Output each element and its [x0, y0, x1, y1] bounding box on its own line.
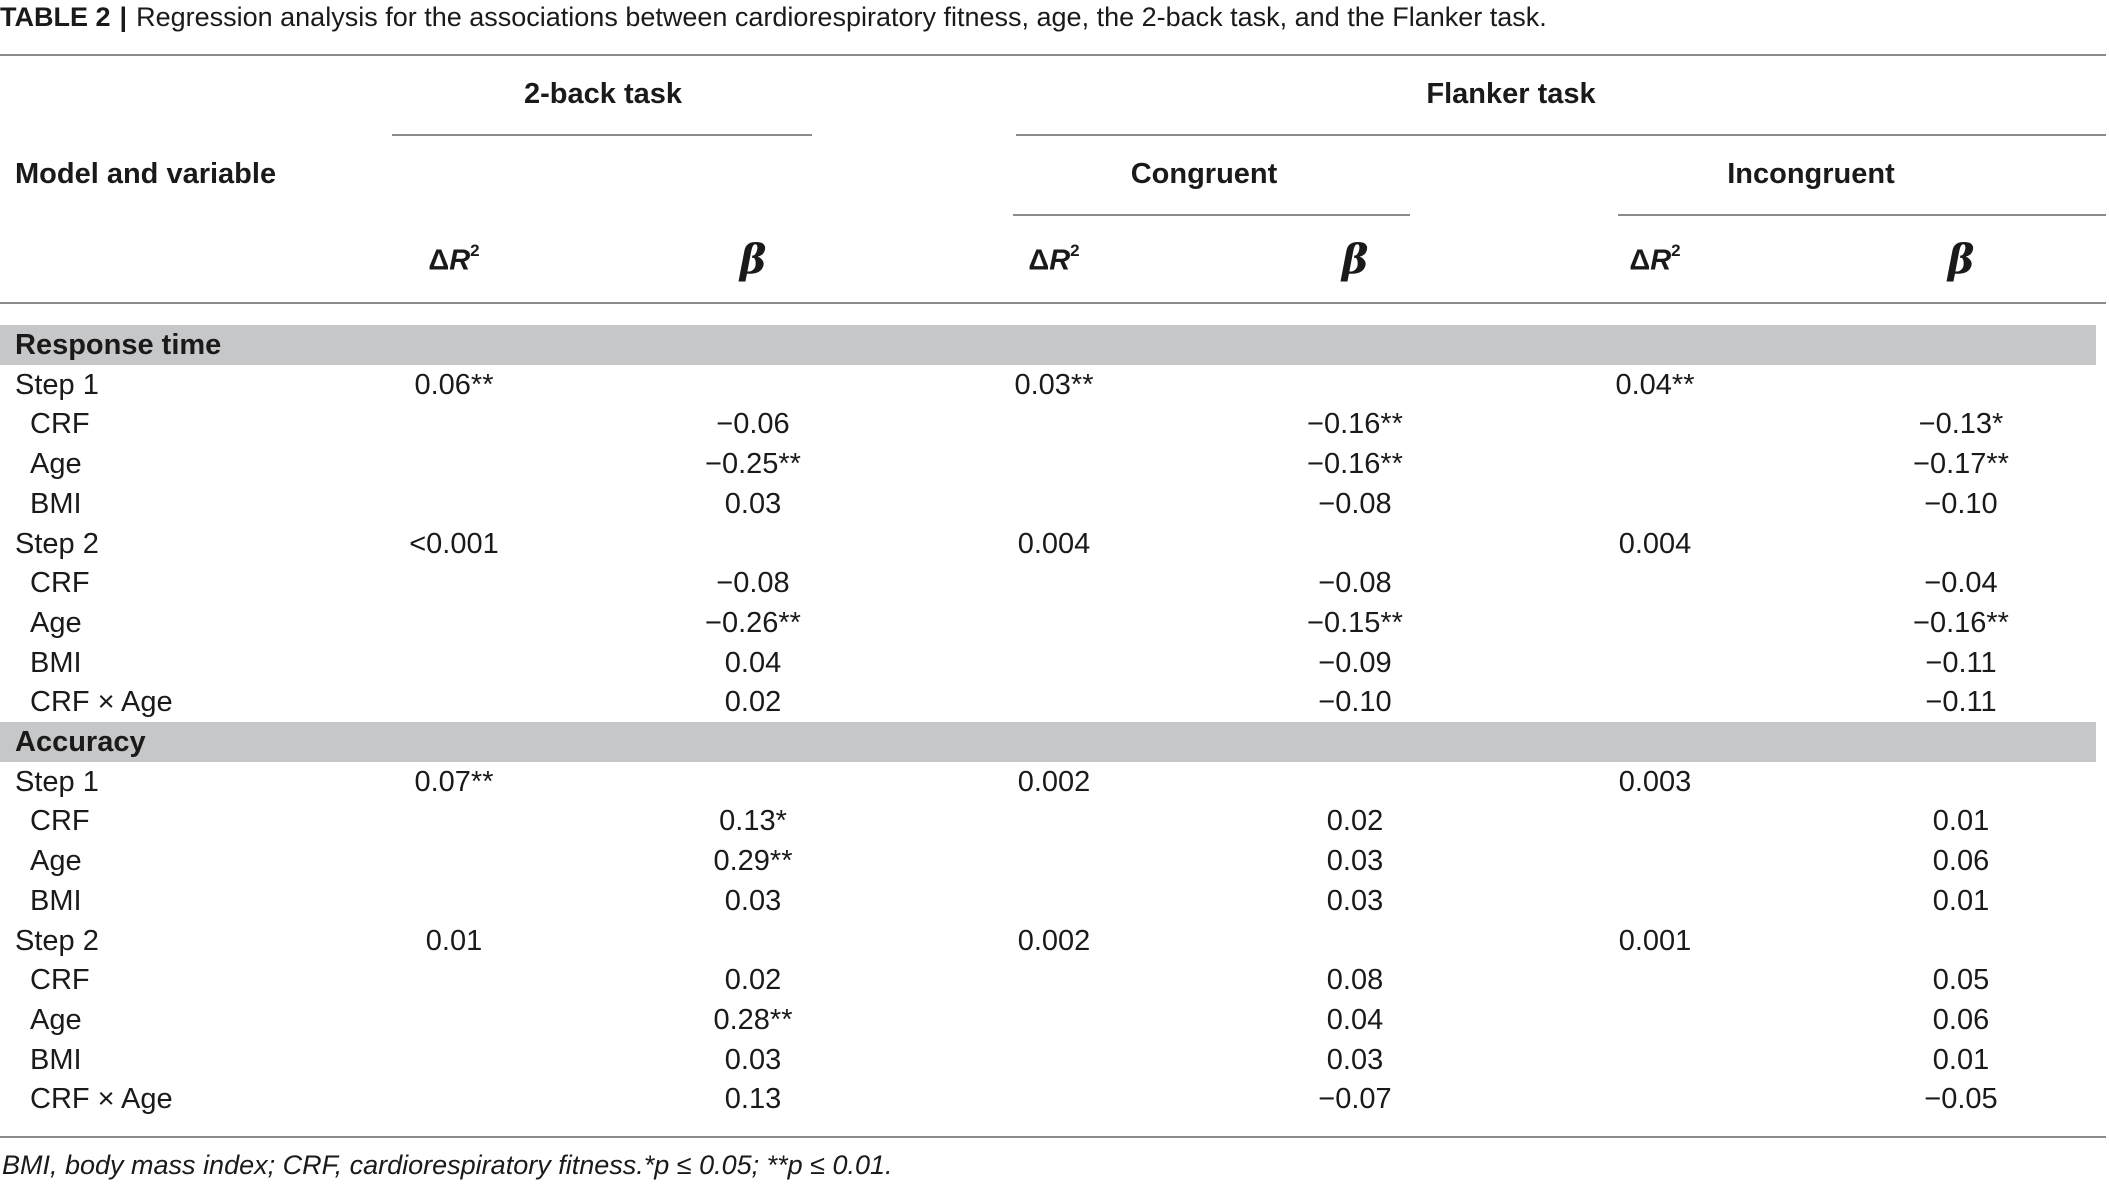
table-row	[0, 881, 2096, 921]
cell-incongruent-delta-r2: 0.001	[1618, 924, 1692, 957]
flanker-underline	[1016, 134, 2106, 136]
table-row	[0, 921, 2096, 961]
cell-twoback-beta: 0.02	[724, 964, 782, 997]
cell-twoback-beta: 0.03	[724, 884, 782, 917]
header-incongruent: Incongruent	[1727, 158, 1895, 190]
section-header	[0, 325, 2096, 365]
header-bottom-rule	[0, 302, 2106, 304]
bottom-rule	[0, 1136, 2106, 1138]
cell-twoback-beta: 0.03	[724, 1043, 782, 1076]
row-label: Step 2	[15, 527, 99, 560]
cell-congruent-beta: 0.03	[1326, 1043, 1384, 1076]
row-label: CRF	[30, 964, 90, 997]
caption-text: Regression analysis for the associations between cardiorespiratory fitness, age, the 2-back task, and the Flanker task.	[136, 2, 1547, 32]
caption-separator: |	[119, 2, 128, 32]
table-row	[0, 365, 2096, 405]
delta-r2-incongruent: $\Delta R^2$	[1629, 241, 1681, 277]
row-label: CRF	[30, 408, 90, 441]
cell-twoback-delta-r2: 0.07**	[414, 765, 494, 798]
cell-congruent-beta: 0.08	[1326, 964, 1384, 997]
table-row	[0, 484, 2096, 524]
cell-twoback-beta: 0.13*	[719, 805, 787, 838]
cell-incongruent-delta-r2: 0.04**	[1615, 368, 1695, 401]
top-rule	[0, 54, 2106, 56]
delta-r2-twoback: $\Delta R^2$	[428, 241, 480, 277]
cell-incongruent-beta: 0.05	[1932, 964, 1990, 997]
cell-congruent-delta-r2: 0.002	[1017, 924, 1091, 957]
incongruent-underline	[1618, 214, 2106, 216]
table-label: TABLE 2	[0, 2, 111, 32]
beta-congruent: β	[1341, 236, 1369, 283]
row-label: Step 1	[15, 765, 99, 798]
table-row	[0, 603, 2096, 643]
beta-incongruent: β	[1947, 236, 1975, 283]
cell-congruent-beta: −0.15**	[1307, 606, 1403, 639]
section-header	[0, 722, 2096, 762]
cell-incongruent-beta: −0.04	[1924, 567, 1998, 600]
header-twoback: 2-back task	[524, 78, 682, 110]
cell-twoback-beta: −0.25**	[705, 448, 801, 481]
twoback-underline	[392, 134, 812, 136]
cell-congruent-delta-r2: 0.03**	[1014, 368, 1094, 401]
cell-twoback-beta: 0.04	[724, 646, 782, 679]
row-label: Age	[30, 845, 82, 878]
cell-twoback-beta: 0.13	[724, 1083, 782, 1116]
cell-incongruent-beta: −0.16**	[1913, 606, 2009, 639]
header-row-label: Model and variable	[15, 158, 277, 190]
cell-incongruent-beta: 0.06	[1932, 1003, 1990, 1036]
cell-twoback-delta-r2: 0.01	[425, 924, 483, 957]
table-row	[0, 801, 2096, 841]
row-label: CRF × Age	[30, 1083, 173, 1116]
cell-incongruent-beta: −0.13*	[1918, 408, 2004, 441]
cell-congruent-beta: −0.08	[1318, 487, 1392, 520]
cell-congruent-beta: −0.10	[1318, 686, 1392, 719]
cell-twoback-delta-r2: <0.001	[409, 527, 499, 560]
table-row	[0, 762, 2096, 802]
cell-twoback-beta: −0.08	[716, 567, 790, 600]
table-row	[0, 563, 2096, 603]
cell-congruent-beta: −0.08	[1318, 567, 1392, 600]
delta-r2-congruent: $\Delta R^2$	[1028, 241, 1080, 277]
cell-incongruent-beta: −0.05	[1924, 1083, 1998, 1116]
cell-twoback-beta: 0.02	[724, 686, 782, 719]
cell-congruent-delta-r2: 0.004	[1017, 527, 1091, 560]
cell-congruent-beta: −0.09	[1318, 646, 1392, 679]
row-label: BMI	[30, 884, 82, 917]
cell-congruent-beta: 0.04	[1326, 1003, 1384, 1036]
section-title: Accuracy	[15, 726, 146, 758]
beta-twoback: β	[739, 236, 767, 283]
row-label: CRF × Age	[30, 686, 173, 719]
cell-incongruent-beta: 0.01	[1932, 1043, 1990, 1076]
table-footnote: BMI, body mass index; CRF, cardiorespiratory fitness.*p ≤ 0.05; **p ≤ 0.01.	[2, 1150, 893, 1180]
cell-congruent-beta: 0.03	[1326, 845, 1384, 878]
cell-twoback-delta-r2: 0.06**	[414, 368, 494, 401]
congruent-underline	[1013, 214, 1410, 216]
cell-congruent-beta: 0.03	[1326, 884, 1384, 917]
row-label: BMI	[30, 646, 82, 679]
table-caption	[0, 0, 1547, 36]
table-row	[0, 1040, 2096, 1080]
table-row	[0, 1079, 2096, 1119]
row-label: Age	[30, 606, 82, 639]
cell-congruent-beta: −0.07	[1318, 1083, 1392, 1116]
table-row	[0, 960, 2096, 1000]
header-congruent: Congruent	[1130, 158, 1278, 190]
cell-incongruent-delta-r2: 0.003	[1618, 765, 1692, 798]
row-label: BMI	[30, 1043, 82, 1076]
cell-incongruent-delta-r2: 0.004	[1618, 527, 1692, 560]
row-label: Step 2	[15, 924, 99, 957]
table-row	[0, 444, 2096, 484]
cell-twoback-beta: 0.29**	[713, 845, 793, 878]
table-row	[0, 841, 2096, 881]
table-row	[0, 524, 2096, 564]
cell-twoback-beta: 0.03	[724, 487, 782, 520]
cell-incongruent-beta: 0.01	[1932, 805, 1990, 838]
section-title: Response time	[15, 329, 222, 361]
cell-incongruent-beta: 0.06	[1932, 845, 1990, 878]
cell-incongruent-beta: −0.10	[1924, 487, 1998, 520]
table-row	[0, 404, 2096, 444]
cell-incongruent-beta: −0.11	[1925, 686, 1997, 719]
table-row	[0, 1000, 2096, 1040]
cell-twoback-beta: 0.28**	[713, 1003, 793, 1036]
table-row	[0, 643, 2096, 683]
row-label: Age	[30, 448, 82, 481]
cell-twoback-beta: −0.06	[716, 408, 790, 441]
cell-congruent-beta: −0.16**	[1307, 448, 1403, 481]
cell-congruent-delta-r2: 0.002	[1017, 765, 1091, 798]
row-label: CRF	[30, 805, 90, 838]
cell-congruent-beta: −0.16**	[1307, 408, 1403, 441]
row-label: Step 1	[15, 368, 99, 401]
cell-incongruent-beta: −0.11	[1925, 646, 1997, 679]
cell-incongruent-beta: −0.17**	[1913, 448, 2009, 481]
row-label: Age	[30, 1003, 82, 1036]
cell-congruent-beta: 0.02	[1326, 805, 1384, 838]
row-label: CRF	[30, 567, 90, 600]
header-flanker: Flanker task	[1426, 78, 1596, 110]
cell-twoback-beta: −0.26**	[705, 606, 801, 639]
table-row	[0, 682, 2096, 722]
row-label: BMI	[30, 487, 82, 520]
cell-incongruent-beta: 0.01	[1932, 884, 1990, 917]
